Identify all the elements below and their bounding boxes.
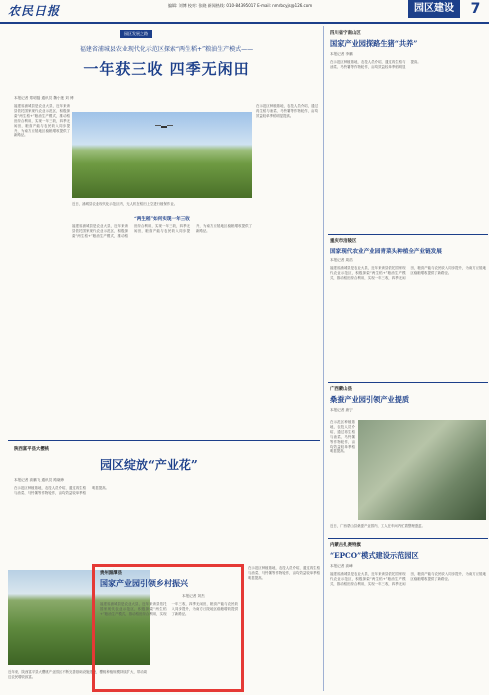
mid-divider bbox=[8, 440, 320, 441]
mid-title: 园区绽放“产业花” bbox=[100, 458, 198, 472]
right-bottom-title: “EPCO”模式建设示范园区 bbox=[330, 551, 419, 560]
lead-title: 一年获三收 四季无闲田 bbox=[83, 60, 250, 78]
right-divider-3 bbox=[328, 538, 488, 539]
right-lower-byline: 本报记者 唐宁 bbox=[330, 408, 353, 412]
right-top-body: 在示范区种植基地，农技人员介绍，通过再生稻与油菜、马铃薯等作物轮作，亩均效益较单季稻明显提高。 bbox=[330, 60, 421, 69]
header-info: 编辑: 刘博 校对: 张晓 新闻热线: 010-84395017 E-mail: nmrbcyjs@126.com bbox=[168, 3, 313, 8]
lead-subtitle: 福建省浦城县农业现代化示范区探索“两生稻+”粮油生产模式—— bbox=[79, 46, 254, 53]
right-lower-caption: 近日，广西蒙山县桑蚕产业园内，工人在车间内忙着整理蚕茧。 bbox=[330, 524, 425, 528]
lead-sub-head: “两生稻”如何实现一年三收 bbox=[134, 217, 190, 222]
right-mid-body: 福建省浦城县是农业大县，近年来该县依托国家现代农业示范区，积极探索“两生稻+”粮油生产模式，推动稻田综合利用，实现一年三收，四季无闲田，粮食产能与农民收入同步提升，为南方丘陵地区稳粮增收提供了新路径。 bbox=[330, 266, 486, 280]
right-mid-kicker: 重庆市涪陵区 bbox=[330, 239, 357, 244]
lead-body-col1: 福建省浦城县是农业大县，近年来该县依托国家现代农业示范区，积极探索“两生稻+”粮油生产模式，推动稻田综合利用，实现一年三收，四季无闲田，粮食产能与农民收入同步提升，为南方丘陵地区稳粮增收提供了新路径。 bbox=[14, 104, 70, 138]
page-number: 7 bbox=[470, 1, 481, 17]
feature-title: 国家产业园引领乡村振兴 bbox=[100, 578, 188, 588]
bottom-right-body: 在示范区种植基地，农技人员介绍，通过再生稻与油菜、马铃薯等作物轮作，亩均效益较单季稻明显提高。 bbox=[248, 566, 320, 580]
lead-body-col4: 在示范区种植基地，农技人员介绍，通过再生稻与油菜、马铃薯等作物轮作，亩均效益较单季稻明显提高。 bbox=[256, 104, 318, 118]
right-top-kicker: 四川省宁南山区 bbox=[330, 31, 361, 36]
right-lower-title: 桑蚕产业园引领产业提质 bbox=[330, 395, 410, 404]
right-mid-title: 国家现代农业产业园青菜头种植全产业链发展 bbox=[330, 249, 442, 255]
mid-body: 在示范区种植基地，农技人员介绍，通过再生稻与油菜、马铃薯等作物轮作，亩均效益较单季稻明显提高。 bbox=[14, 486, 109, 495]
masthead: 农民日报 bbox=[8, 4, 61, 18]
lead-photo-caption: 近日，浦城县农业现代化示范区内，无人机在稻田上空进行植保作业。 bbox=[72, 202, 178, 206]
right-lower-kicker: 广西蒙山县 bbox=[330, 387, 352, 392]
section-label: 园区建设 bbox=[408, 0, 460, 18]
drone-icon bbox=[155, 124, 173, 130]
right-bottom-kicker: 内蒙古扎赉特旗 bbox=[330, 543, 361, 548]
lead-tag: 园区发展之路 bbox=[120, 30, 152, 38]
right-bottom-byline: 本报记者 高峰 bbox=[330, 564, 353, 568]
lead-byline: 本报记者 郑明磊 通讯员 魏小莲 刘 博 bbox=[14, 96, 74, 100]
right-divider-1 bbox=[328, 234, 488, 235]
mid-kicker: 陕西富平县大樱桃 bbox=[14, 447, 50, 452]
right-mid-byline: 本报记者 周浩 bbox=[330, 258, 353, 262]
bottom-photo-caption: 近年来，陕西富平县大樱桃产业园区不断完善基础设施建设，樱桃种植规模持续扩大，带动周边农民增收致富。 bbox=[8, 670, 148, 679]
silkworm-workshop-photo bbox=[358, 420, 486, 520]
feature-body: 福建省浦城县是农业大县，近年来该县依托国家现代农业示范区，积极探索“两生稻+”粮油生产模式，推动稻田综合利用，实现一年三收，四季无闲田，粮食产能与农民收入同步提升，为南方丘陵地区稳粮增收提供了新路径。 bbox=[100, 602, 238, 616]
right-top-byline: 本报记者 李鹏 bbox=[330, 52, 353, 56]
column-divider bbox=[323, 26, 324, 691]
right-bottom-body: 福建省浦城县是农业大县，近年来该县依托国家现代农业示范区，积极探索“两生稻+”粮油生产模式，推动稻田综合利用，实现一年三收，四季无闲田，粮食产能与农民收入同步提升，为南方丘陵地区稳粮增收提供了新路径。 bbox=[330, 572, 486, 586]
right-lower-body: 在示范区种植基地，农技人员介绍，通过再生稻与油菜、马铃薯等作物轮作，亩均效益较单季稻明显提高。 bbox=[330, 420, 355, 454]
feature-kicker: 贵州湄潭县 bbox=[100, 571, 122, 576]
right-top-title: 国家产业园探路生猪“共养” bbox=[330, 39, 418, 48]
feature-byline: 本报记者 刘杰 bbox=[182, 594, 205, 598]
lead-body-cols: 福建省浦城县是农业大县，近年来该县依托国家现代农业示范区，积极探索“两生稻+”粮油生产模式，推动稻田综合利用，实现一年三收，四季无闲田，粮食产能与农民收入同步提升，为南方丘陵地区稳粮增收提供了新路径。 bbox=[72, 224, 252, 238]
mid-byline: 本报记者 高鹏飞 通讯员 路晓珍 bbox=[14, 478, 65, 482]
right-divider-2 bbox=[328, 382, 488, 383]
